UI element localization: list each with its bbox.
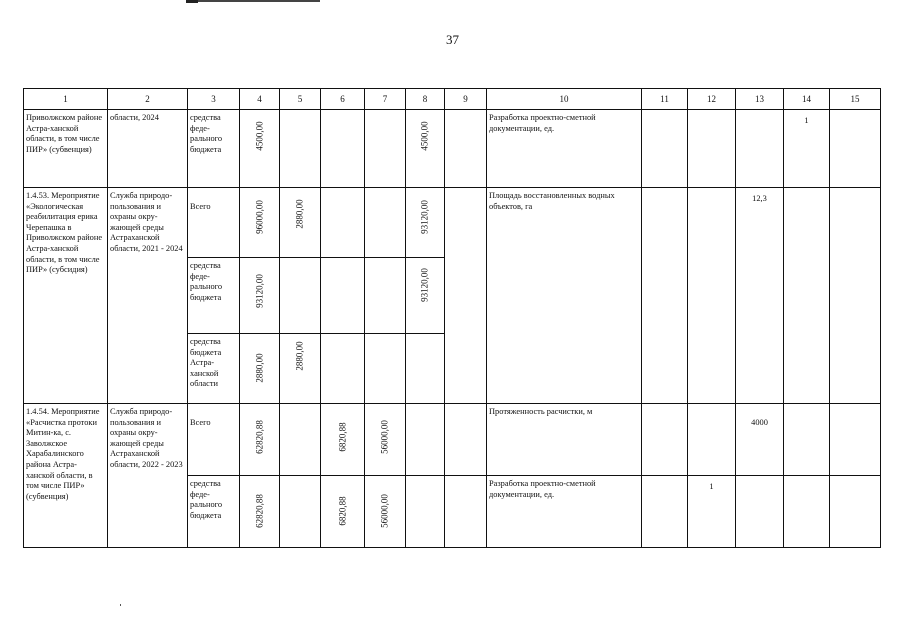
table-row bbox=[24, 404, 881, 476]
value-text: 62820,88 bbox=[254, 494, 265, 528]
value-text: 4500,00 bbox=[254, 121, 265, 151]
executor-cell: области, 2024 bbox=[108, 110, 188, 188]
value-text: 93120,00 bbox=[254, 274, 265, 308]
scan-speck bbox=[120, 604, 121, 606]
source-cell: Всего bbox=[188, 404, 240, 476]
value-text: 93120,00 bbox=[419, 200, 430, 234]
empty-cell bbox=[784, 476, 830, 548]
empty-cell bbox=[736, 110, 784, 188]
empty-cell bbox=[365, 334, 406, 404]
header-cell: 6 bbox=[321, 89, 365, 110]
table-row bbox=[24, 188, 881, 258]
header-cell: 2 bbox=[108, 89, 188, 110]
value-text: 2880,00 bbox=[294, 341, 305, 371]
header-cell: 1 bbox=[24, 89, 108, 110]
value-cell bbox=[240, 476, 280, 548]
value-text: 56000,00 bbox=[379, 420, 390, 454]
indicator-value-cell: 1 bbox=[784, 110, 830, 188]
header-cell: 8 bbox=[406, 89, 445, 110]
value-text: 6820,88 bbox=[337, 496, 348, 526]
value-text: 2880,00 bbox=[294, 199, 305, 229]
empty-cell bbox=[321, 110, 365, 188]
empty-cell bbox=[642, 476, 688, 548]
budget-table bbox=[23, 88, 881, 548]
indicator-value-cell: 1 bbox=[688, 476, 736, 548]
source-cell: средства феде-рального бюджета bbox=[188, 258, 240, 334]
value-cell bbox=[240, 110, 280, 188]
page-number: 37 bbox=[446, 32, 459, 47]
indicator-value-cell: 4000 bbox=[736, 404, 784, 476]
header-cell: 3 bbox=[188, 89, 240, 110]
value-text: 2880,00 bbox=[254, 353, 265, 383]
empty-cell bbox=[830, 110, 881, 188]
empty-cell bbox=[280, 404, 321, 476]
empty-cell bbox=[321, 188, 365, 258]
empty-cell bbox=[365, 110, 406, 188]
header-row bbox=[24, 89, 881, 110]
empty-cell bbox=[280, 258, 321, 334]
value-cell bbox=[280, 334, 321, 404]
empty-cell bbox=[445, 188, 487, 404]
header-cell: 4 bbox=[240, 89, 280, 110]
empty-cell bbox=[642, 404, 688, 476]
value-cell bbox=[240, 404, 280, 476]
value-cell bbox=[240, 258, 280, 334]
table-row bbox=[24, 110, 881, 188]
value-cell bbox=[406, 110, 445, 188]
empty-cell bbox=[688, 110, 736, 188]
empty-cell bbox=[784, 404, 830, 476]
header-cell: 7 bbox=[365, 89, 406, 110]
empty-cell bbox=[445, 404, 487, 476]
empty-cell bbox=[784, 188, 830, 404]
empty-cell bbox=[280, 476, 321, 548]
value-cell bbox=[321, 404, 365, 476]
empty-cell bbox=[280, 110, 321, 188]
empty-cell bbox=[736, 476, 784, 548]
indicator-cell: Площадь восстановленных водных объектов, га bbox=[487, 188, 642, 404]
header-cell: 11 bbox=[642, 89, 688, 110]
top-rule bbox=[186, 0, 320, 2]
empty-cell bbox=[688, 404, 736, 476]
source-cell: Всего bbox=[188, 188, 240, 258]
header-cell: 5 bbox=[280, 89, 321, 110]
value-text: 62820,88 bbox=[254, 420, 265, 454]
empty-cell bbox=[321, 258, 365, 334]
measure-name-cell: 1.4.53. Мероприятие «Экологическая реабилитация ерика Черепашка в Приволжском районе Астра-ханской области, в том числе ПИР» (субсидия) bbox=[24, 188, 108, 404]
value-text: 4500,00 bbox=[419, 121, 430, 151]
empty-cell bbox=[321, 334, 365, 404]
value-text: 96000,00 bbox=[254, 200, 265, 234]
value-text: 93120,00 bbox=[419, 268, 430, 302]
executor-cell: Служба природо-пользования и охраны окру-жающей среды Астраханской области, 2022 - 2023 bbox=[108, 404, 188, 548]
empty-cell bbox=[406, 334, 445, 404]
empty-cell bbox=[406, 476, 445, 548]
empty-cell bbox=[688, 188, 736, 404]
value-text: 56000,00 bbox=[379, 494, 390, 528]
value-text: 6820,88 bbox=[337, 422, 348, 452]
header-cell: 9 bbox=[445, 89, 487, 110]
executor-cell: Служба природо-пользования и охраны окру-жающей среды Астраханской области, 2021 - 2024 bbox=[108, 188, 188, 404]
header-cell: 14 bbox=[784, 89, 830, 110]
measure-name-cell: 1.4.54. Мероприятие «Расчистка протоки Митин-ка, с. Заволжское Харабалинского района Астра-ханской области, в том числе ПИР» (субвенция) bbox=[24, 404, 108, 548]
value-cell bbox=[365, 476, 406, 548]
empty-cell bbox=[642, 188, 688, 404]
empty-cell bbox=[830, 404, 881, 476]
value-cell bbox=[280, 188, 321, 258]
value-cell bbox=[406, 258, 445, 334]
value-cell bbox=[365, 404, 406, 476]
indicator-cell: Протяженность расчистки, м bbox=[487, 404, 642, 476]
empty-cell bbox=[406, 404, 445, 476]
header-cell: 12 bbox=[688, 89, 736, 110]
source-cell: средства бюджета Астра-ханской области bbox=[188, 334, 240, 404]
indicator-cell: Разработка проектно-сметной документации, ед. bbox=[487, 110, 642, 188]
header-cell: 10 bbox=[487, 89, 642, 110]
empty-cell bbox=[445, 476, 487, 548]
value-cell bbox=[240, 188, 280, 258]
indicator-cell: Разработка проектно-сметной документации, ед. bbox=[487, 476, 642, 548]
header-cell: 15 bbox=[830, 89, 881, 110]
value-cell bbox=[406, 188, 445, 258]
empty-cell bbox=[830, 476, 881, 548]
source-cell: средства феде-рального бюджета bbox=[188, 110, 240, 188]
value-cell bbox=[321, 476, 365, 548]
empty-cell bbox=[445, 110, 487, 188]
header-cell: 13 bbox=[736, 89, 784, 110]
empty-cell bbox=[830, 188, 881, 404]
value-cell bbox=[240, 334, 280, 404]
source-cell: средства феде-рального бюджета bbox=[188, 476, 240, 548]
measure-name-cell: Приволжском районе Астра-ханской области, в том числе ПИР» (субвенция) bbox=[24, 110, 108, 188]
top-rule-mark bbox=[186, 0, 198, 3]
empty-cell bbox=[642, 110, 688, 188]
empty-cell bbox=[365, 188, 406, 258]
empty-cell bbox=[365, 258, 406, 334]
indicator-value-cell: 12,3 bbox=[736, 188, 784, 404]
